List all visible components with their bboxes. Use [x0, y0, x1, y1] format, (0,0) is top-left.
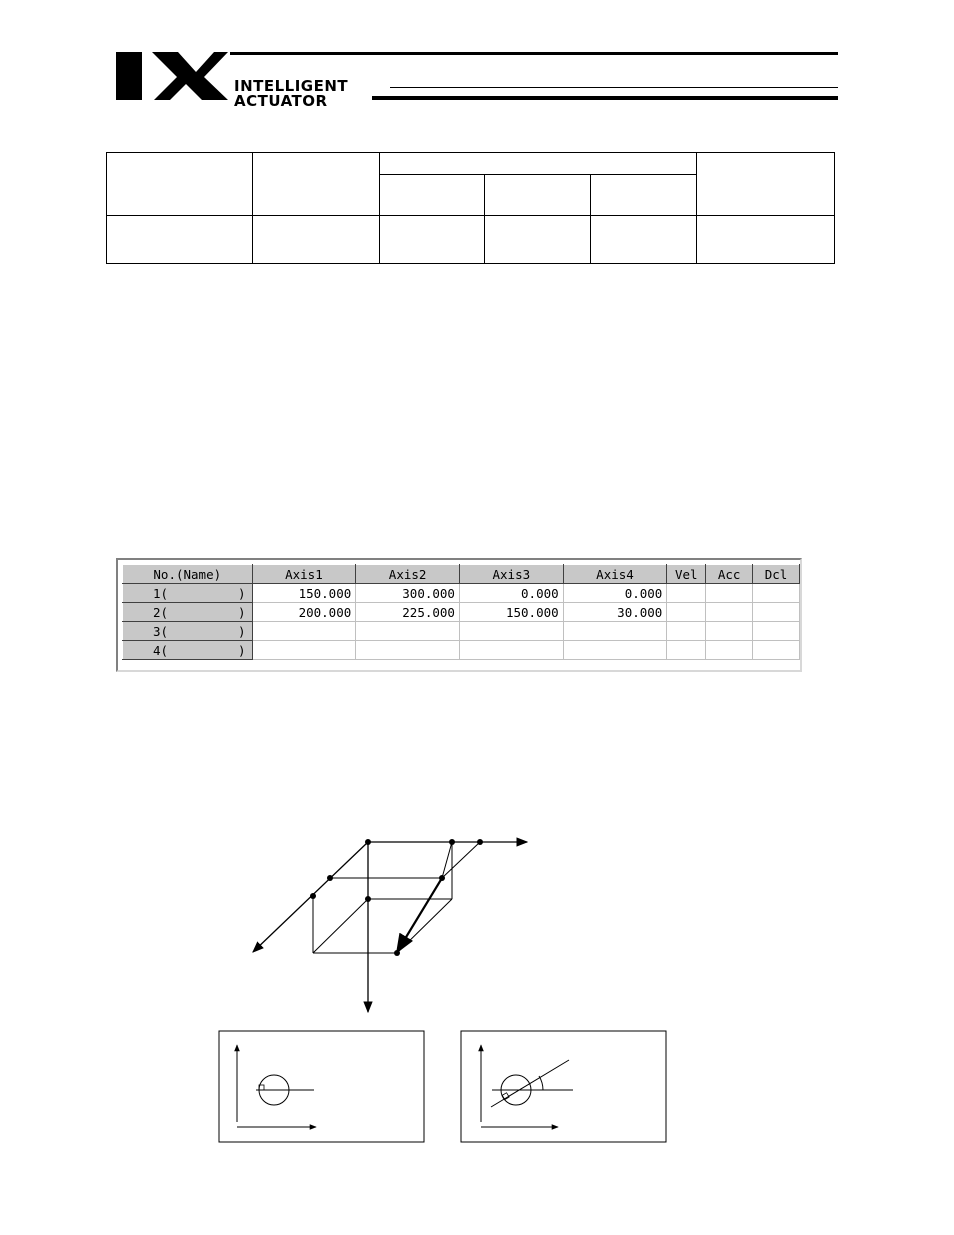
axis4-cell[interactable]: 0.000 [563, 584, 667, 603]
axis2-cell[interactable]: 225.000 [356, 603, 460, 622]
axis1-cell[interactable]: 150.000 [252, 584, 356, 603]
row-name-close: ) [238, 585, 246, 601]
axis3-cell[interactable]: 0.000 [459, 584, 563, 603]
column-header-dcl[interactable]: Dcl [753, 565, 800, 584]
box-outline [313, 842, 480, 953]
column-header-axis1[interactable]: Axis1 [252, 565, 356, 584]
row-name-close: ) [238, 642, 246, 658]
row-number: 2( [153, 604, 169, 620]
brand-line-2: ACTUATOR [234, 92, 328, 110]
inset-before-rotation [219, 1031, 424, 1142]
column-header-no-name[interactable]: No.(Name) [123, 565, 253, 584]
column-header-axis4[interactable]: Axis4 [563, 565, 667, 584]
axis3-cell[interactable]: 150.000 [459, 603, 563, 622]
column-header-axis2[interactable]: Axis2 [356, 565, 460, 584]
axis4-cell[interactable]: 30.000 [563, 603, 667, 622]
row-name-close: ) [238, 623, 246, 639]
column-header-axis3[interactable]: Axis3 [459, 565, 563, 584]
inset-after-rotation [461, 1031, 666, 1142]
brand-line-1: INTELLIGENT [234, 77, 349, 95]
axis1-cell[interactable]: 200.000 [252, 603, 356, 622]
row-number: 3( [153, 623, 169, 639]
row-number: 1( [153, 585, 169, 601]
column-header-vel[interactable]: Vel [667, 565, 706, 584]
axes-3d [253, 842, 527, 1012]
axis2-cell[interactable]: 300.000 [356, 584, 460, 603]
row-name-close: ) [238, 604, 246, 620]
path-points [310, 839, 483, 956]
row-number: 4( [153, 642, 169, 658]
column-header-acc[interactable]: Acc [706, 565, 753, 584]
